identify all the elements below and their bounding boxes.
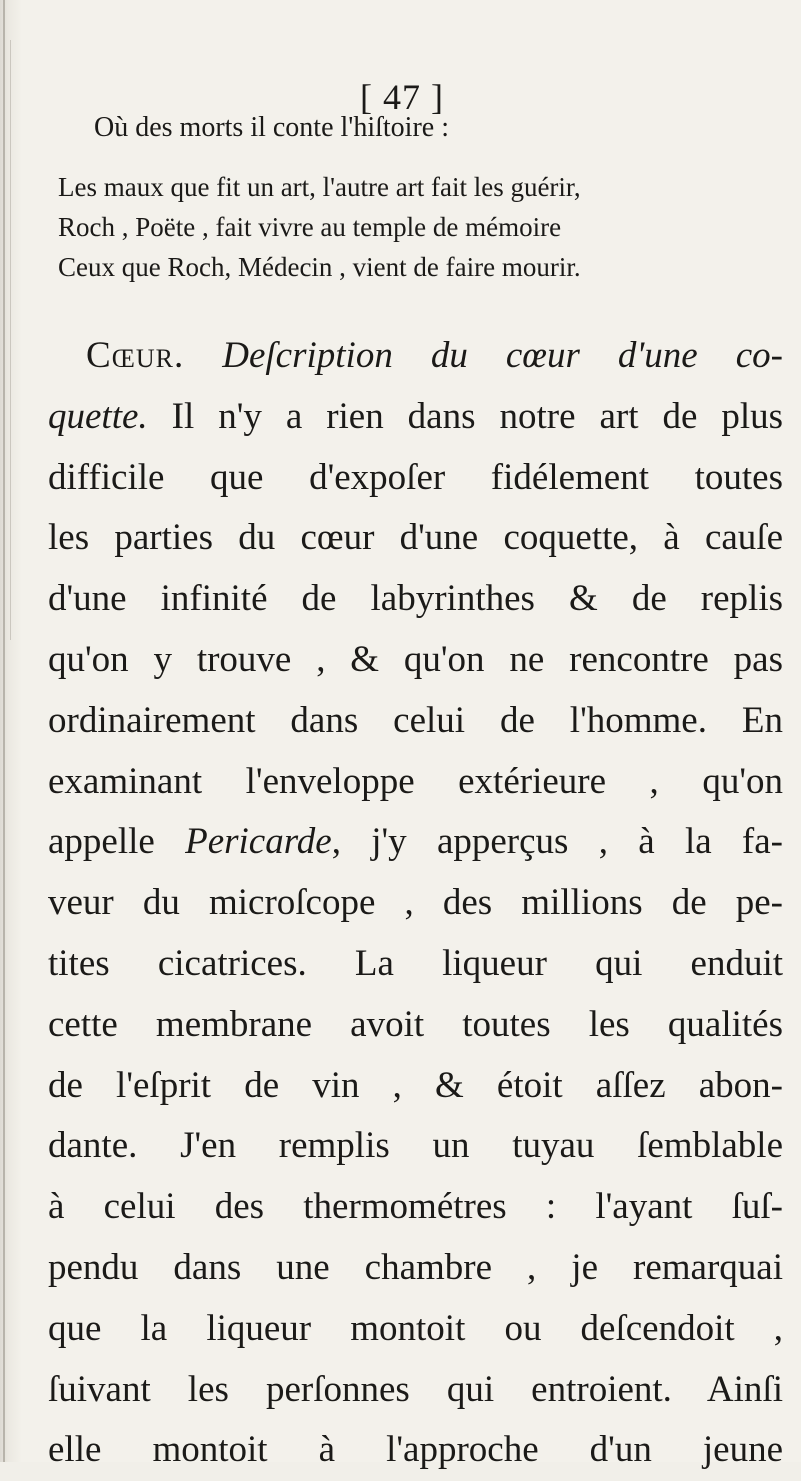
article-text: Il n'y a rien dans notre art de plus: [171, 395, 784, 437]
pericarde-term: Pericarde: [185, 821, 332, 863]
article-line-16: pendu dans une chambre , je remarquai: [48, 1246, 783, 1288]
page-spine-shadow: [10, 40, 11, 640]
verse-line-1: Où des morts il conte l'hiſtoire :: [94, 112, 449, 143]
article-line-3: difficile que d'expoſer fidélement toutes: [48, 456, 783, 498]
verse-line-3: Roch , Poëte , fait vivre au temple de mémoire: [58, 212, 562, 242]
article-line-1: [48, 326, 783, 387]
article-line-8: examinant l'enveloppe extérieure , qu'on: [48, 760, 783, 802]
article-line-15: à celui des thermométres : l'ayant ſuſ-: [48, 1186, 783, 1228]
article-text: , j'y apperçus , à la fa-: [331, 821, 783, 863]
article-line-12: cette membrane avoit toutes les qualités: [48, 1003, 783, 1045]
article-line-18: ſuivant les perſonnes qui entroient. Ainſi: [48, 1368, 783, 1410]
article-line-17: que la liqueur montoit ou deſcendoit ,: [48, 1307, 783, 1349]
article-line-6: qu'on y trouve , & qu'on ne rencontre pas: [48, 638, 783, 680]
article-line-13: de l'eſprit de vin , & étoit aſſez abon-: [48, 1064, 783, 1106]
article-line-9: [48, 812, 783, 873]
article-line-14: dante. J'en remplis un tuyau ſemblable: [48, 1125, 783, 1167]
article-line-10: veur du microſcope , des millions de pe-: [48, 882, 783, 924]
article-body: [48, 326, 783, 1481]
article-line-11: tites cicatrices. La liqueur qui enduit: [48, 942, 783, 984]
article-heading-title-end: quette.: [48, 395, 148, 437]
article-heading-title: Deſcription du cœur d'une co-: [222, 335, 784, 376]
verse-line-4: Ceux que Roch, Médecin , vient de faire mourir.: [58, 252, 581, 282]
article-line-7: ordinairement dans celui de l'homme. En: [48, 699, 783, 741]
article-line-2: [48, 387, 783, 448]
article-heading-word: Cœur.: [86, 335, 185, 376]
article-line-19: elle montoit à l'approche d'un jeune: [48, 1429, 783, 1471]
article-line-5: d'une infinité de labyrinthes & de replis: [48, 578, 783, 620]
page-spine-edge: [3, 0, 5, 1462]
article-text: appelle: [48, 821, 155, 863]
page-number: [ 47 ]: [360, 77, 444, 117]
article-line-4: les parties du cœur d'une coquette, à cauſe: [48, 517, 783, 559]
verse-line-2: Les maux que fit un art, l'autre art fait les guérir,: [58, 172, 581, 202]
